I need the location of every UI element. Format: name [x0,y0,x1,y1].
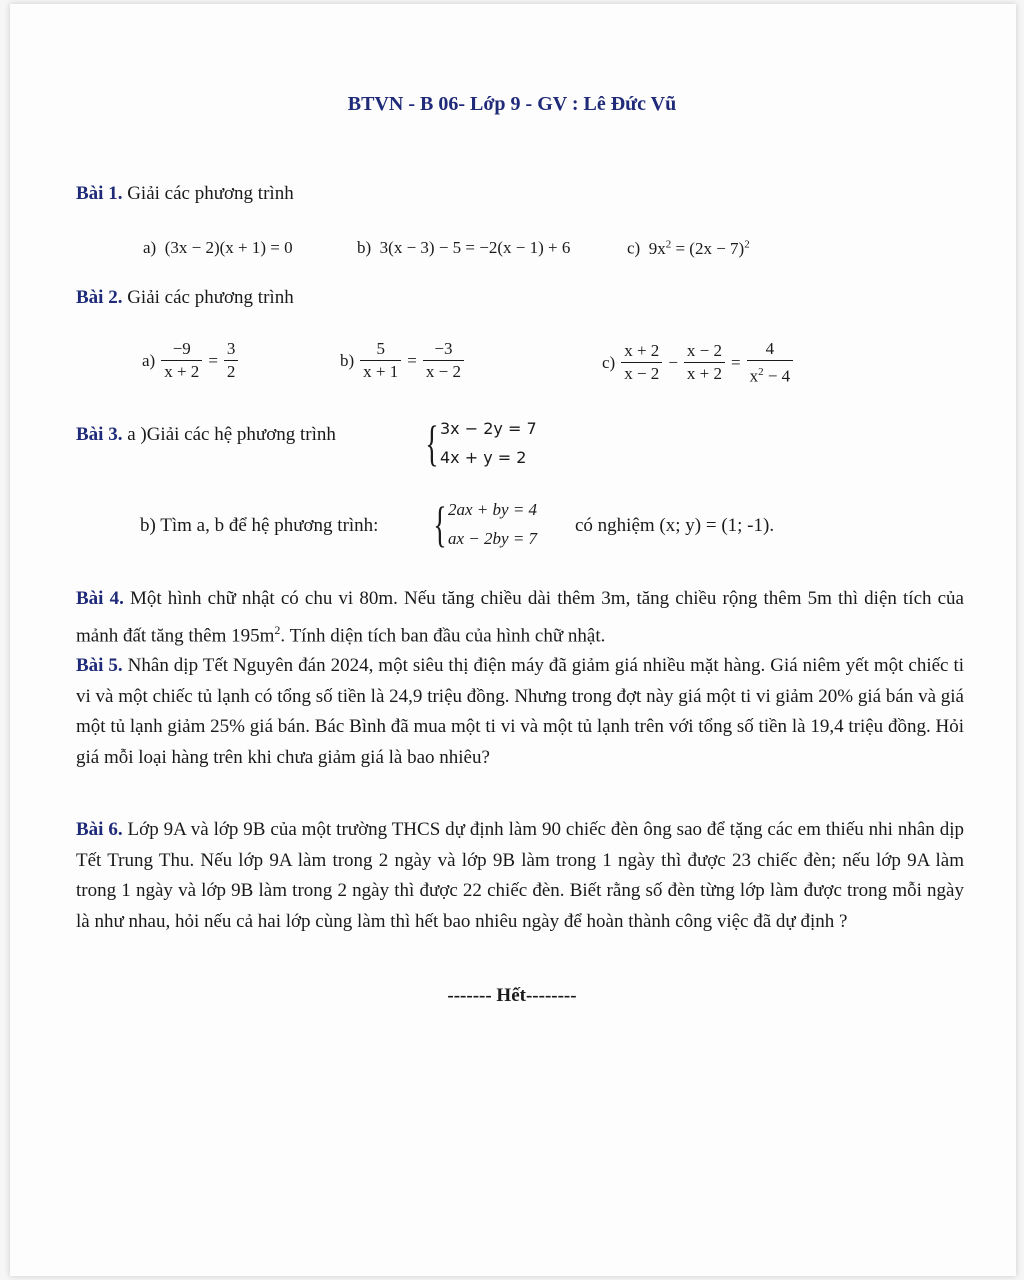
bai1-a-equation: (3x − 2)(x + 1) = 0 [164,238,293,257]
bai1-c-equation: $9x^2 = (2x - 7)^2$ [648,238,750,258]
bai2-label: Bài 2. [76,287,123,308]
bai3-b-eq1: 2ax + by = 4 [448,500,538,519]
bai1-b-equation: 3(x − 3) − 5 = −2(x − 1) + 6 [379,238,571,257]
bai3-label: Bài 3. [76,424,123,445]
bai2-text: Giải các phương trình [127,287,294,308]
bai3-a-eq2: 4x + y = 2 [440,448,527,467]
bai2-part-a: a) $\frac{-9}{x + 2}$ = $\frac{3}{2}$ [140,338,238,383]
bai2-heading [76,287,294,309]
bai2-part-c: c) $\frac{x + 2}{x - 2}$ − $\frac{x - 2}{x + 2}$ = $\frac{4}{x^2 - 4}$ [600,338,793,388]
bai5-label: Bài 5. [76,655,123,676]
bai3-b-tail: có nghiệm (x; y) = (1; -1). [575,515,775,536]
bai3-b-system: { 2ax + by = 4 ax − 2by = 7 [433,496,538,552]
bai1-part-a: a) (3x − 2)(x + 1) = 0 [143,238,293,257]
bai1-text: Giải các phương trình [127,183,294,204]
bai3-a-eq1: 3x − 2y = 7 [440,419,537,438]
bai1-label: Bài 1. [76,183,123,204]
bai6-label: Bài 6. [76,819,123,840]
bai1-part-b: b) 3(x − 3) − 5 = −2(x − 1) + 6 [357,238,571,257]
bai1-part-c: c) $9x^2 = (2x - 7)^2$ [627,238,750,258]
end-marker: ------- Hết-------- [447,985,577,1006]
bai4-paragraph: Bài 4. Một hình chữ nhật có chu vi 80m. Nếu tăng chiều dài thêm 3m, tăng chiều rộng thêm 5m thì diện tích của mảnh đất tăng thêm $195m^2$. Tính diện tích ban đầu của hình chữ nhật. [76,588,964,646]
page-title: BTVN - B 06- Lớp 9 - GV : Lê Đức Vũ [347,93,677,115]
bai3-heading [76,424,336,446]
bai3-b-eq2: ax − 2by = 7 [448,529,538,548]
bai4-label: Bài 4. [76,588,124,609]
bai2-part-b: b) $\frac{5}{x + 1}$ = $\frac{-3}{x - 2}$ [338,338,464,383]
bai3-a-system: { 3x − 2y = 7 4x + y = 2 [425,415,537,471]
bai6-paragraph: Bài 6. Lớp 9A và lớp 9B của một trường THCS dự định làm 90 chiếc đèn ông sao để tặng các em thiếu nhi nhân dịp Tết Trung Thu. Nếu lớp 9A làm trong 2 ngày và lớp 9B làm trong 1 ngày thì được 23 chiếc đèn; nếu lớp 9A làm trong 1 ngày và lớp 9B làm trong 2 ngày thì được 22 chiếc đèn. Biết rằng số đèn từng lớp làm được trong mỗi ngày là như nhau, hỏi nếu cả hai lớp cùng làm thì hết bao nhiêu ngày để hoàn thành công việc đã dự định ? [76,819,965,932]
bai1-heading [76,183,294,205]
bai3-b-text: b) Tìm a, b để hệ phương trình: [140,515,379,536]
bai5-paragraph: Bài 5. Nhân dịp Tết Nguyên đán 2024, một siêu thị điện máy đã giảm giá nhiều mặt hàng. Giá niêm yết một chiếc ti vi và một chiếc tủ lạnh có tổng số tiền là 24,9 triệu đồng. Nhưng trong đợt này giá một ti vi giảm 20% giá bán và giá một tủ lạnh giảm 25% giá bán. Bác Bình đã mua một ti vi và một tủ lạnh trên với tổng số tiền là 19,4 triệu đồng. Hỏi giá mỗi loại hàng trên khi chưa giảm giá là bao nhiêu? [76,655,964,768]
bai3-a-text: a )Giải các hệ phương trình [127,424,336,445]
